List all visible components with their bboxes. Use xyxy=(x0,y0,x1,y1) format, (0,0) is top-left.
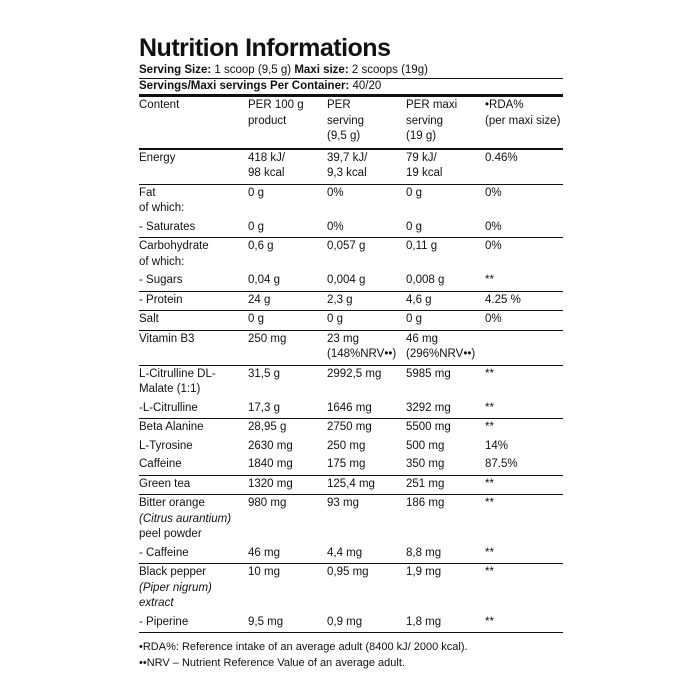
cell-line: serving xyxy=(406,114,444,127)
rda-cell xyxy=(485,238,563,273)
rda-cell xyxy=(485,400,563,419)
cell-line: 0,6 g xyxy=(248,240,274,252)
per-100g-cell xyxy=(248,400,327,419)
cell-line: 4.25 % xyxy=(485,293,521,306)
table-row xyxy=(139,184,563,219)
cell-line: (296%NRV••) xyxy=(406,348,476,360)
cell-line: 250 mg xyxy=(248,332,287,345)
rda-cell xyxy=(485,311,563,331)
cell-line: (19 g) xyxy=(406,130,437,142)
servings-per-container-value: 40/20 xyxy=(349,80,382,92)
rda-cell xyxy=(485,495,563,545)
cell-line: 2992,5 mg xyxy=(327,367,382,380)
content-cell xyxy=(139,311,248,331)
cell-line: 0 g xyxy=(406,313,422,325)
cell-line: 0.46% xyxy=(485,151,518,164)
per-maxi-cell xyxy=(406,365,485,400)
per-serving-cell xyxy=(327,438,406,457)
serving-size-label: Serving Size: xyxy=(139,64,212,76)
per-100g-cell xyxy=(248,219,327,238)
rda-cell xyxy=(485,330,563,365)
per-maxi-cell xyxy=(406,400,485,419)
cell-line: - Sugars xyxy=(139,274,183,286)
per-serving-cell xyxy=(327,184,406,219)
cell-line: 17,3 g xyxy=(248,401,280,414)
cell-line: L-Citrulline DL- xyxy=(139,367,216,380)
cell-line: 1840 mg xyxy=(248,458,293,470)
cell-line: 186 mg xyxy=(406,497,445,509)
cell-line: ** xyxy=(485,615,494,628)
cell-line: Vitamin B3 xyxy=(139,332,195,345)
cell-line: ** xyxy=(485,421,494,433)
per-maxi-cell xyxy=(406,238,485,273)
table-row xyxy=(139,495,563,545)
content-cell xyxy=(139,291,248,311)
cell-line: -L-Citrulline xyxy=(139,401,198,414)
per-maxi-cell xyxy=(406,438,485,457)
cell-line: Salt xyxy=(139,313,159,325)
per-100g-cell xyxy=(248,365,327,400)
cell-line: 9,5 mg xyxy=(248,615,284,628)
content-cell xyxy=(139,419,248,438)
content-cell xyxy=(139,184,248,219)
per-100g-cell xyxy=(248,311,327,331)
per-serving-cell xyxy=(327,564,406,614)
cell-line: 4,6 g xyxy=(406,293,432,306)
cell-line: 46 mg xyxy=(406,332,438,345)
per-maxi-cell xyxy=(406,149,485,185)
table-row xyxy=(139,365,563,400)
per-serving-cell xyxy=(327,272,406,291)
per-serving-cell xyxy=(327,291,406,311)
cell-line: 79 kJ/ xyxy=(406,151,437,164)
per-serving-cell xyxy=(327,614,406,633)
cell-line: 39,7 kJ/ xyxy=(327,151,368,164)
per-serving-cell xyxy=(327,219,406,238)
serving-size-line xyxy=(139,64,428,76)
cell-line: 0% xyxy=(485,220,502,233)
cell-line: 251 mg xyxy=(406,477,445,490)
per-maxi-cell xyxy=(406,419,485,438)
footnote-nrv: ••NRV – Nutrient Reference Value of an average adult. xyxy=(139,657,405,669)
cell-line: 0,9 mg xyxy=(327,615,363,628)
nutrition-label xyxy=(139,33,563,671)
table-row xyxy=(139,438,563,457)
cell-line: - Caffeine xyxy=(139,546,189,559)
cell-line: 9,3 kcal xyxy=(327,167,367,179)
per-maxi-cell xyxy=(406,330,485,365)
nutrition-table xyxy=(139,97,563,633)
cell-line: 1,9 mg xyxy=(406,566,442,578)
cell-line: 0,008 g xyxy=(406,274,445,286)
cell-line: 175 mg xyxy=(327,458,366,470)
rda-cell xyxy=(485,184,563,219)
per-serving-cell xyxy=(327,495,406,545)
cell-line: 2750 mg xyxy=(327,421,372,433)
per-serving-cell xyxy=(327,365,406,400)
per-100g-cell xyxy=(248,330,327,365)
cell-line: 28,95 g xyxy=(248,421,287,433)
cell-line: PER xyxy=(327,99,351,111)
cell-line: 0% xyxy=(485,240,502,252)
cell-line: 0% xyxy=(327,220,344,233)
rda-cell xyxy=(485,272,563,291)
cell-line: 0 g xyxy=(327,313,343,325)
per-serving-cell xyxy=(327,149,406,185)
cell-line: 0 g xyxy=(406,186,422,199)
cell-line: Energy xyxy=(139,151,176,164)
per-100g-cell xyxy=(248,456,327,475)
table-header-row xyxy=(139,97,563,149)
table-row xyxy=(139,456,563,475)
content-cell xyxy=(139,614,248,633)
table-row xyxy=(139,564,563,614)
per-100g-cell xyxy=(248,564,327,614)
per-100g-cell xyxy=(248,238,327,273)
footnotes xyxy=(139,639,563,671)
per-100g-cell xyxy=(248,149,327,185)
cell-line: 0% xyxy=(485,186,502,199)
rda-cell xyxy=(485,545,563,564)
content-cell xyxy=(139,456,248,475)
cell-line: 1,8 mg xyxy=(406,615,442,628)
maxi-size-value: 2 scoops (19g) xyxy=(348,64,428,76)
cell-line: 2,3 g xyxy=(327,293,353,306)
table-row xyxy=(139,291,563,311)
per-serving-cell xyxy=(327,97,406,149)
cell-line: (9,5 g) xyxy=(327,130,361,142)
serving-size-value: 1 scoop (9,5 g) xyxy=(211,64,295,76)
cell-line: 5500 mg xyxy=(406,421,451,433)
content-cell xyxy=(139,149,248,185)
per-100g-cell xyxy=(248,184,327,219)
cell-line: serving xyxy=(327,114,365,127)
table-row xyxy=(139,475,563,495)
content-cell xyxy=(139,238,248,273)
table-row xyxy=(139,419,563,438)
cell-line: PER maxi xyxy=(406,99,458,111)
content-cell xyxy=(139,272,248,291)
content-cell xyxy=(139,475,248,495)
content-cell xyxy=(139,564,248,614)
table-row xyxy=(139,400,563,419)
cell-line: 0,04 g xyxy=(248,274,280,286)
per-maxi-cell xyxy=(406,564,485,614)
cell-line: Content xyxy=(139,99,180,111)
table-row xyxy=(139,272,563,291)
cell-line: 3292 mg xyxy=(406,401,451,414)
cell-line: (148%NRV••) xyxy=(327,348,397,360)
footnote-rda: •RDA%: Reference intake of an average adult (8400 kJ/ 2000 kcal). xyxy=(139,641,468,653)
cell-line: ** xyxy=(485,401,494,414)
per-100g-cell xyxy=(248,291,327,311)
cell-line: 0,95 mg xyxy=(327,566,369,578)
cell-line: Fat xyxy=(139,186,156,199)
cell-line: 0% xyxy=(485,313,502,325)
cell-line: 98 kcal xyxy=(248,167,285,179)
per-serving-cell xyxy=(327,330,406,365)
cell-line: PER 100 g xyxy=(248,99,304,111)
serving-info xyxy=(139,63,563,78)
rda-cell xyxy=(485,614,563,633)
rda-cell xyxy=(485,419,563,438)
cell-line: (per maxi size) xyxy=(485,114,561,127)
rda-cell xyxy=(485,97,563,149)
cell-line: 23 mg xyxy=(327,332,359,345)
per-serving-cell xyxy=(327,311,406,331)
content-cell xyxy=(139,365,248,400)
cell-line: 350 mg xyxy=(406,458,445,470)
cell-line: of which: xyxy=(139,255,185,268)
per-serving-cell xyxy=(327,475,406,495)
cell-line: 10 mg xyxy=(248,566,280,578)
cell-line: product xyxy=(248,114,287,127)
cell-line: 0,057 g xyxy=(327,240,366,252)
cell-line: ** xyxy=(485,367,494,380)
cell-line: of which: xyxy=(139,202,185,214)
per-serving-cell xyxy=(327,238,406,273)
per-serving-cell xyxy=(327,419,406,438)
cell-line: Black pepper xyxy=(139,566,207,578)
table-row xyxy=(139,238,563,273)
rda-cell xyxy=(485,456,563,475)
cell-line: Caffeine xyxy=(139,458,182,470)
cell-line: 2630 mg xyxy=(248,439,293,452)
per-maxi-cell xyxy=(406,97,485,149)
cell-line: Bitter orange xyxy=(139,497,205,509)
cell-line: - Saturates xyxy=(139,220,196,233)
per-maxi-cell xyxy=(406,614,485,633)
content-cell xyxy=(139,219,248,238)
cell-line: 1320 mg xyxy=(248,477,293,490)
per-serving-cell xyxy=(327,456,406,475)
servings-per-container xyxy=(139,79,563,94)
cell-line: 87.5% xyxy=(485,458,518,470)
per-100g-cell xyxy=(248,545,327,564)
cell-line: 125,4 mg xyxy=(327,477,375,490)
content-cell xyxy=(139,545,248,564)
cell-line: ** xyxy=(485,566,494,578)
cell-line: Malate (1:1) xyxy=(139,383,201,395)
content-cell xyxy=(139,97,248,149)
content-cell xyxy=(139,495,248,545)
per-maxi-cell xyxy=(406,456,485,475)
per-maxi-cell xyxy=(406,475,485,495)
cell-line: peel powder xyxy=(139,528,202,540)
per-100g-cell xyxy=(248,614,327,633)
per-100g-cell xyxy=(248,97,327,149)
rda-cell xyxy=(485,564,563,614)
content-cell xyxy=(139,330,248,365)
cell-line: - Piperine xyxy=(139,615,189,628)
table-row xyxy=(139,330,563,365)
per-maxi-cell xyxy=(406,495,485,545)
table-row xyxy=(139,149,563,185)
nutrition-table-body xyxy=(139,97,563,633)
cell-line: 980 mg xyxy=(248,497,287,509)
rda-cell xyxy=(485,438,563,457)
per-maxi-cell xyxy=(406,291,485,311)
cell-line: 418 kJ/ xyxy=(248,151,286,164)
rda-cell xyxy=(485,149,563,185)
maxi-size-label: Maxi size: xyxy=(294,64,349,76)
per-maxi-cell xyxy=(406,184,485,219)
cell-line: Beta Alanine xyxy=(139,421,204,433)
cell-line: 0 g xyxy=(248,186,264,199)
cell-line: •RDA% xyxy=(485,99,524,111)
cell-line: ** xyxy=(485,477,494,490)
per-maxi-cell xyxy=(406,219,485,238)
cell-line: (Citrus aurantium) xyxy=(139,512,232,525)
cell-line: 0% xyxy=(327,186,344,199)
per-maxi-cell xyxy=(406,545,485,564)
cell-line: ** xyxy=(485,274,494,286)
cell-line: 0 g xyxy=(406,220,422,233)
rda-cell xyxy=(485,219,563,238)
table-row xyxy=(139,311,563,331)
cell-line: 500 mg xyxy=(406,439,445,452)
content-cell xyxy=(139,400,248,419)
cell-line: 46 mg xyxy=(248,546,280,559)
cell-line: 0 g xyxy=(248,220,264,233)
cell-line: 250 mg xyxy=(327,439,366,452)
cell-line: 5985 mg xyxy=(406,367,451,380)
cell-line: 1646 mg xyxy=(327,401,372,414)
per-serving-cell xyxy=(327,400,406,419)
cell-line: Green tea xyxy=(139,477,191,490)
per-100g-cell xyxy=(248,495,327,545)
per-100g-cell xyxy=(248,272,327,291)
per-maxi-cell xyxy=(406,272,485,291)
table-row xyxy=(139,545,563,564)
cell-line: 0,11 g xyxy=(406,240,438,252)
cell-line: 31,5 g xyxy=(248,367,280,380)
rda-cell xyxy=(485,291,563,311)
rda-cell xyxy=(485,365,563,400)
per-100g-cell xyxy=(248,419,327,438)
cell-line: 8,8 mg xyxy=(406,546,442,559)
cell-line: L-Tyrosine xyxy=(139,439,193,452)
per-100g-cell xyxy=(248,475,327,495)
cell-line: (Piper nigrum) extract xyxy=(139,581,212,609)
rda-cell xyxy=(485,475,563,495)
cell-line: Carbohydrate xyxy=(139,240,209,252)
cell-line: 0,004 g xyxy=(327,274,366,286)
per-100g-cell xyxy=(248,438,327,457)
cell-line: 4,4 mg xyxy=(327,546,363,559)
cell-line: ** xyxy=(485,546,494,559)
page-title: Nutrition Informations xyxy=(139,34,391,62)
per-maxi-cell xyxy=(406,311,485,331)
servings-per-container-label: Servings/Maxi servings Per Container: xyxy=(139,80,350,92)
table-row xyxy=(139,614,563,633)
content-cell xyxy=(139,438,248,457)
cell-line: 24 g xyxy=(248,293,271,306)
cell-line: 14% xyxy=(485,439,509,452)
cell-line: - Protein xyxy=(139,293,183,306)
cell-line: 93 mg xyxy=(327,497,359,509)
cell-line: 0 g xyxy=(248,313,264,325)
per-serving-cell xyxy=(327,545,406,564)
cell-line: ** xyxy=(485,497,494,509)
table-row xyxy=(139,219,563,238)
cell-line: 19 kcal xyxy=(406,167,443,179)
